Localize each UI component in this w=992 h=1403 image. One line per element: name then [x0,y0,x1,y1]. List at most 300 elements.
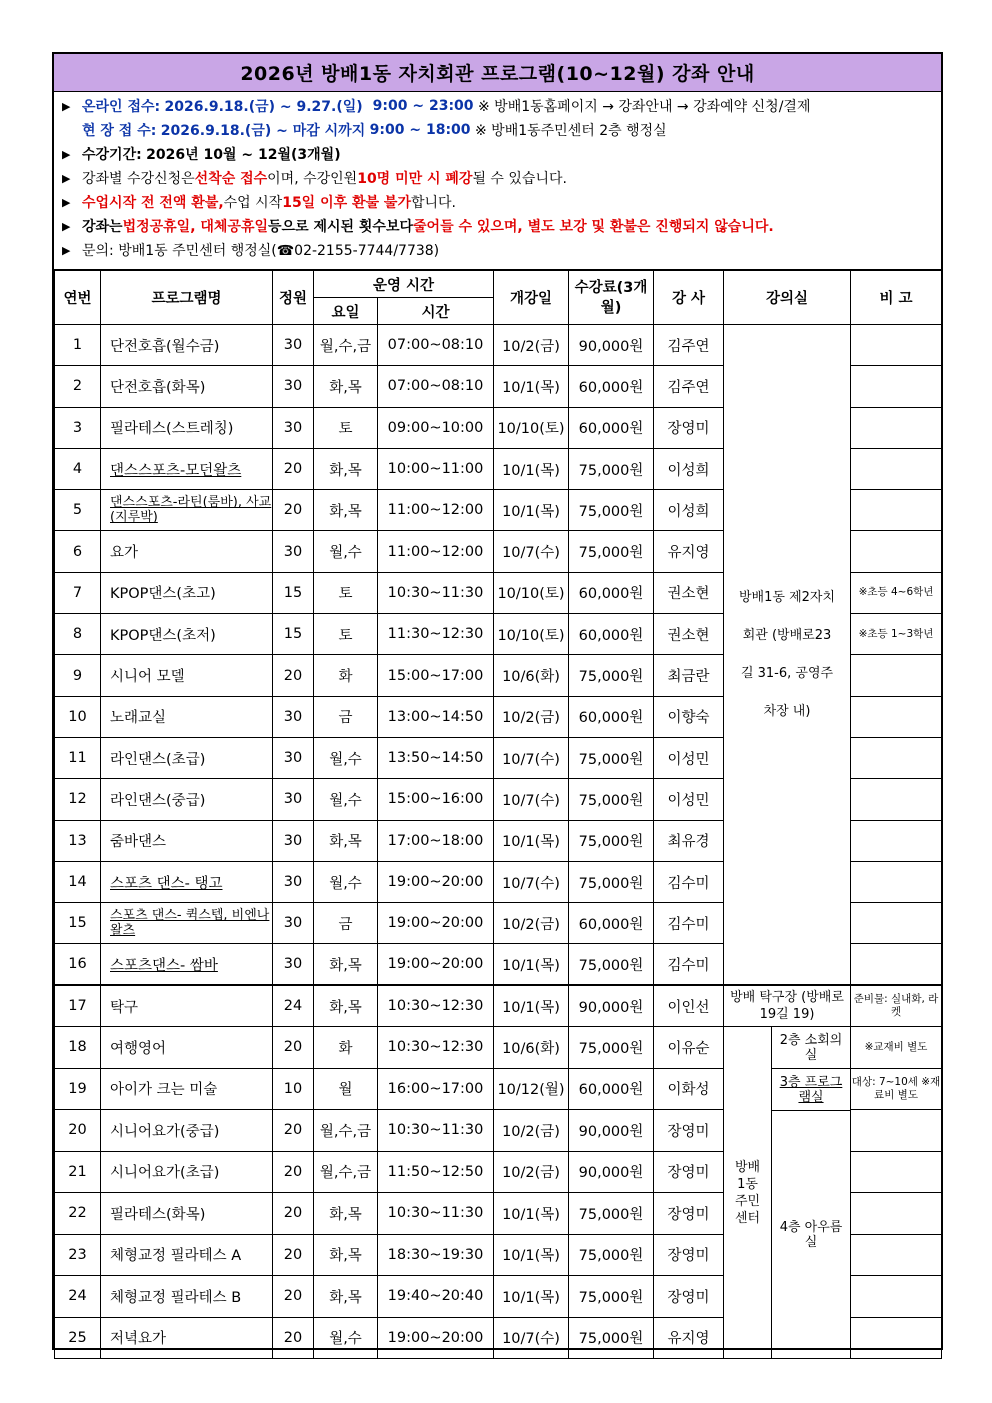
program-name [101,531,273,572]
row-number: 12 [55,779,101,820]
start-date: 10/2(금) [494,1151,569,1193]
instructor: 장영미 [654,407,724,448]
class-days: 금 [314,903,378,944]
capacity: 20 [273,1110,314,1152]
program-name [101,1234,273,1276]
contact-line [62,238,941,262]
capacity: 30 [273,407,314,448]
class-time: 19:00~20:00 [378,1317,494,1359]
period-label: 수강기간: [82,147,142,163]
remark [851,1110,942,1152]
remark [851,1234,942,1276]
start-date: 10/10(토) [494,407,569,448]
table-row [55,1027,942,1069]
remark [851,655,942,696]
start-date: 10/7(수) [494,1317,569,1359]
class-time: 17:00~18:00 [378,820,494,861]
course-fee: 75,000원 [569,490,654,531]
class-days: 화,목 [314,944,378,985]
remark [851,490,942,531]
capacity: 20 [273,448,314,489]
class-days: 토 [314,572,378,613]
row-number: 1 [55,325,101,366]
course-fee: 60,000원 [569,572,654,613]
header-room: 강의실 [724,271,851,325]
class-time: 10:30~12:30 [378,985,494,1026]
row-number: 24 [55,1276,101,1318]
instructor: 이성희 [654,448,724,489]
rule-closing-line [62,166,941,190]
class-time: 07:00~08:10 [378,325,494,366]
class-time: 16:00~17:00 [378,1068,494,1110]
rule2-text2: 합니다. [410,195,457,211]
course-fee: 75,000원 [569,737,654,778]
capacity: 30 [273,325,314,366]
instructor: 이유순 [654,1027,724,1069]
instructor: 권소현 [654,572,724,613]
capacity: 20 [273,1027,314,1069]
course-fee: 60,000원 [569,1068,654,1110]
class-days: 화,목 [314,448,378,489]
start-date: 10/6(화) [494,1027,569,1069]
start-date: 10/1(목) [494,448,569,489]
instructor: 김주연 [654,366,724,407]
bullet-icon: ▶ [62,171,71,185]
remark [851,1317,942,1359]
program-name-text: 시니어요가(초급) [110,1165,220,1182]
program-name-text: 아이가 크는 미술 [110,1082,218,1099]
remark [851,1276,942,1318]
start-date: 10/2(금) [494,1110,569,1152]
remark [851,903,942,944]
class-days: 화 [314,1027,378,1069]
class-days: 월,수 [314,737,378,778]
class-time: 10:30~11:30 [378,1110,494,1152]
program-name-text: 단전호흡(월수금) [110,338,220,355]
class-time: 18:30~19:30 [378,1234,494,1276]
class-days: 월 [314,1068,378,1110]
notice-document [52,52,943,1350]
class-days: 월,수 [314,1317,378,1359]
rule1-text2: 이며, 수강인원 [267,171,358,187]
class-time: 11:00~12:00 [378,490,494,531]
program-name-text: 저녁요가 [110,1331,167,1348]
class-time: 15:00~17:00 [378,655,494,696]
remark [851,366,942,407]
start-date: 10/7(수) [494,861,569,902]
start-date: 10/1(목) [494,820,569,861]
program-name-text: 스포츠댄스- 쌈바 [110,957,218,974]
header-no: 연번 [55,271,101,325]
row-number: 25 [55,1317,101,1359]
bullet-icon: ▶ [62,99,71,113]
header-time: 시간 [378,298,494,325]
instructor: 이인선 [654,985,724,1026]
instructor: 김수미 [654,861,724,902]
start-date: 10/7(수) [494,531,569,572]
program-name [101,944,273,985]
row-number: 8 [55,614,101,655]
start-date: 10/6(화) [494,655,569,696]
class-time: 10:30~11:30 [378,1193,494,1235]
class-days: 토 [314,614,378,655]
remark: ※초등 1~3학년 [851,614,942,655]
program-name [101,861,273,902]
program-name-text: 필라테스(스트레칭) [110,421,234,438]
row-number: 20 [55,1110,101,1152]
program-name-text: 여행영어 [110,1040,167,1057]
program-name [101,407,273,448]
course-fee: 75,000원 [569,1193,654,1235]
class-days: 월,수,금 [314,325,378,366]
row-number: 17 [55,985,101,1026]
header-program: 프로그램명 [101,271,273,325]
row-number: 19 [55,1068,101,1110]
program-name-text: 시니어요가(중급) [110,1123,220,1140]
course-fee: 75,000원 [569,655,654,696]
instructor: 최금란 [654,655,724,696]
course-fee: 75,000원 [569,1276,654,1318]
rule-refund-line [62,190,941,214]
capacity: 15 [273,572,314,613]
program-name-text: 요가 [110,545,139,562]
program-name [101,1027,273,1069]
class-time: 11:30~12:30 [378,614,494,655]
remark [851,861,942,902]
class-days: 화,목 [314,366,378,407]
remark: 대상: 7~10세 ※재료비 별도 [851,1068,942,1110]
contact-info: 문의: 방배1동 주민센터 행정실(☎02-2155-7744/7738) [82,243,440,259]
capacity: 30 [273,366,314,407]
room-table-tennis: 방배 탁구장 (방배로19길 19) [724,985,851,1026]
class-time: 11:50~12:50 [378,1151,494,1193]
header-day: 요일 [314,298,378,325]
course-fee: 75,000원 [569,448,654,489]
program-name [101,490,273,531]
rule3-holidays: 법정공휴일, 대체공휴일 [122,219,269,235]
row-number: 10 [55,696,101,737]
program-name [101,985,273,1026]
class-days: 화,목 [314,1276,378,1318]
start-date: 10/7(수) [494,779,569,820]
capacity: 30 [273,903,314,944]
class-days: 월,수,금 [314,1110,378,1152]
online-label: 온라인 접수: [82,99,161,115]
capacity: 20 [273,1234,314,1276]
row-number: 23 [55,1234,101,1276]
start-date: 10/7(수) [494,737,569,778]
onsite-registration-line [62,118,941,142]
remark [851,696,942,737]
row-number: 16 [55,944,101,985]
row-number: 22 [55,1193,101,1235]
start-date: 10/1(목) [494,1193,569,1235]
rule-holiday-line [62,214,941,238]
class-days: 화,목 [314,985,378,1026]
class-time: 19:00~20:00 [378,903,494,944]
course-fee: 90,000원 [569,325,654,366]
online-registration-line [62,94,941,118]
header-remark: 비 고 [851,271,942,325]
rule1-text3: 될 수 있습니다. [472,171,567,187]
remark [851,737,942,778]
program-table [54,270,942,1359]
bullet-icon: ▶ [62,243,71,257]
rule3-text: 강좌는 [82,219,123,235]
class-days: 화,목 [314,820,378,861]
rule3-text2: 등으로 제시된 횟수보다 [268,219,414,235]
program-name [101,655,273,696]
instructor: 최유경 [654,820,724,861]
program-name [101,737,273,778]
instructor: 유지영 [654,531,724,572]
start-date: 10/1(목) [494,985,569,1026]
header-teacher: 강 사 [654,271,724,325]
program-name [101,779,273,820]
row-number: 11 [55,737,101,778]
room-aurum: 4층 아우름실 [779,1219,843,1250]
course-fee: 75,000원 [569,779,654,820]
capacity: 10 [273,1068,314,1110]
course-fee: 75,000원 [569,1317,654,1359]
capacity: 30 [273,531,314,572]
row-number: 3 [55,407,101,448]
class-time: 13:50~14:50 [378,737,494,778]
class-days: 월,수 [314,531,378,572]
header-start: 개강일 [494,271,569,325]
row-number: 14 [55,861,101,902]
rule2-no-refund: 15일 이후 환불 불가 [282,195,411,211]
program-name-text: 댄스스포츠-모던왈츠 [110,462,242,479]
remark: ※교재비 별도 [851,1027,942,1069]
course-fee: 90,000원 [569,1151,654,1193]
rule2-full-refund: 수업시작 전 전액 환불, [82,195,224,211]
capacity: 30 [273,779,314,820]
start-date: 10/2(금) [494,325,569,366]
remark [851,1151,942,1193]
capacity: 30 [273,820,314,861]
row-number: 6 [55,531,101,572]
class-time: 07:00~08:10 [378,366,494,407]
row-number: 21 [55,1151,101,1193]
start-date: 10/1(목) [494,490,569,531]
class-days: 토 [314,407,378,448]
program-name-text: 댄스스포츠-라틴(룸바), 사교(지루박) [110,495,272,526]
program-name [101,1110,273,1152]
onsite-period: 2026.9.18.(금) ~ 마감 시까지 [160,123,366,139]
room-program: 3층 프로그램실 [779,1074,843,1105]
course-fee: 60,000원 [569,407,654,448]
course-fee: 60,000원 [569,614,654,655]
program-name-text: 줌바댄스 [110,834,167,851]
instructor: 유지영 [654,1317,724,1359]
capacity: 30 [273,696,314,737]
bullet-icon: ▶ [62,219,71,233]
period-line [62,142,941,166]
capacity: 24 [273,985,314,1026]
room-community-center-label: 방배 1동 주민 센터 [724,1027,772,1358]
room-community-center [724,1027,851,1359]
row-number: 15 [55,903,101,944]
instructor: 이성민 [654,737,724,778]
remark [851,531,942,572]
header-fee: 수강료(3개월) [569,271,654,325]
course-fee: 75,000원 [569,820,654,861]
instructor: 장영미 [654,1276,724,1318]
program-name-text: 체형교정 필라테스 A [110,1248,242,1265]
table-row [55,325,942,366]
course-fee: 90,000원 [569,985,654,1026]
program-name-text: 단전호흡(화목) [110,379,206,396]
capacity: 20 [273,655,314,696]
class-time: 19:00~20:00 [378,944,494,985]
instructor: 이향숙 [654,696,724,737]
course-fee: 75,000원 [569,531,654,572]
capacity: 30 [273,944,314,985]
row-number: 9 [55,655,101,696]
period-value: 2026년 10월 ~ 12월(3개월) [146,147,341,163]
rule2-text: 수업 시작 [223,195,283,211]
remark [851,820,942,861]
header-capacity: 정원 [273,271,314,325]
program-name [101,1276,273,1318]
program-name [101,696,273,737]
class-time: 13:00~14:50 [378,696,494,737]
program-name-text: 스포츠 댄스- 탱고 [110,875,223,892]
program-name [101,1317,273,1359]
onsite-note: ※ 방배1동주민센터 2층 행정실 [475,123,667,139]
class-days: 월,수,금 [314,1151,378,1193]
start-date: 10/1(목) [494,944,569,985]
class-days: 화 [314,655,378,696]
program-name-text: 필라테스(화목) [110,1206,206,1223]
instructor: 장영미 [654,1110,724,1152]
class-days: 화,목 [314,1234,378,1276]
onsite-time: 9:00 ~ 18:00 [369,122,471,138]
capacity: 20 [273,1193,314,1235]
class-time: 15:00~16:00 [378,779,494,820]
table-row [55,985,942,1026]
instructor: 장영미 [654,1151,724,1193]
class-time: 19:40~20:40 [378,1276,494,1318]
remark: ※초등 4~6학년 [851,572,942,613]
class-days: 월,수 [314,779,378,820]
instructor: 김주연 [654,325,724,366]
course-fee: 75,000원 [569,1027,654,1069]
online-period: 2026.9.18.(금) ~ 9.27.(일) [164,99,363,115]
class-days: 화,목 [314,490,378,531]
course-fee: 90,000원 [569,1110,654,1152]
program-name [101,1193,273,1235]
instructor: 김수미 [654,944,724,985]
document-title: 2026년 방배1동 자치회관 프로그램(10~12월) 강좌 안내 [54,54,941,92]
course-fee: 60,000원 [569,366,654,407]
row-number: 13 [55,820,101,861]
instructor: 권소현 [654,614,724,655]
header-schedule: 운영 시간 [314,271,494,298]
program-name [101,572,273,613]
program-name-text: 노래교실 [110,710,167,727]
onsite-label: 현 장 접 수: [82,123,157,139]
remark: 준비물: 실내화, 라켓 [851,985,942,1026]
course-fee: 75,000원 [569,1234,654,1276]
instructor: 장영미 [654,1234,724,1276]
instructor: 장영미 [654,1193,724,1235]
class-days: 화,목 [314,1193,378,1235]
program-name-text: 시니어 모델 [110,669,185,686]
instructor: 이성희 [654,490,724,531]
capacity: 30 [273,737,314,778]
class-time: 09:00~10:00 [378,407,494,448]
remark [851,1193,942,1235]
program-name-text: 탁구 [110,999,139,1016]
capacity: 20 [273,1151,314,1193]
capacity: 20 [273,1317,314,1359]
start-date: 10/1(목) [494,1234,569,1276]
instructor: 이성민 [654,779,724,820]
row-number: 4 [55,448,101,489]
class-days: 금 [314,696,378,737]
capacity: 20 [273,490,314,531]
class-time: 19:00~20:00 [378,861,494,902]
capacity: 30 [273,861,314,902]
online-note: ※ 방배1동홈페이지 → 강좌안내 → 강좌예약 신청/결제 [478,99,811,115]
notice-section [54,92,941,270]
row-number: 2 [55,366,101,407]
program-name-text: KPOP댄스(초저) [110,627,216,644]
capacity: 15 [273,614,314,655]
program-name [101,903,273,944]
start-date: 10/2(금) [494,903,569,944]
capacity: 20 [273,1276,314,1318]
course-fee: 75,000원 [569,944,654,985]
class-time: 10:30~11:30 [378,572,494,613]
program-name-text: KPOP댄스(초고) [110,586,216,603]
remark [851,407,942,448]
remark [851,325,942,366]
program-name-text: 라인댄스(초급) [110,751,206,768]
program-name [101,1151,273,1193]
remark [851,944,942,985]
program-name [101,1068,273,1110]
start-date: 10/1(목) [494,1276,569,1318]
start-date: 10/2(금) [494,696,569,737]
rule1-first-come: 선착순 접수 [194,171,268,187]
row-number: 18 [55,1027,101,1069]
start-date: 10/10(토) [494,614,569,655]
start-date: 10/1(목) [494,366,569,407]
remark [851,448,942,489]
row-number: 7 [55,572,101,613]
course-fee: 60,000원 [569,903,654,944]
class-days: 월,수 [314,861,378,902]
program-name [101,366,273,407]
program-name [101,614,273,655]
class-time: 10:30~12:30 [378,1027,494,1069]
start-date: 10/12(월) [494,1068,569,1110]
rule3-no-makeup: 줄어들 수 있으며, 별도 보강 및 환불은 진행되지 않습니다. [413,219,774,235]
program-name [101,448,273,489]
program-name [101,820,273,861]
room-community-hall-2: 방배1동 제2자치회관 (방배로23길 31-6, 공영주차장 내) [724,325,851,986]
rule1-text: 강좌별 수강신청은 [82,171,195,187]
instructor: 이화성 [654,1068,724,1110]
program-name-text: 라인댄스(중급) [110,792,206,809]
room-small-meeting: 2층 소회의실 [779,1032,843,1063]
program-name-text: 체형교정 필라테스 B [110,1289,242,1306]
remark [851,779,942,820]
start-date: 10/10(토) [494,572,569,613]
